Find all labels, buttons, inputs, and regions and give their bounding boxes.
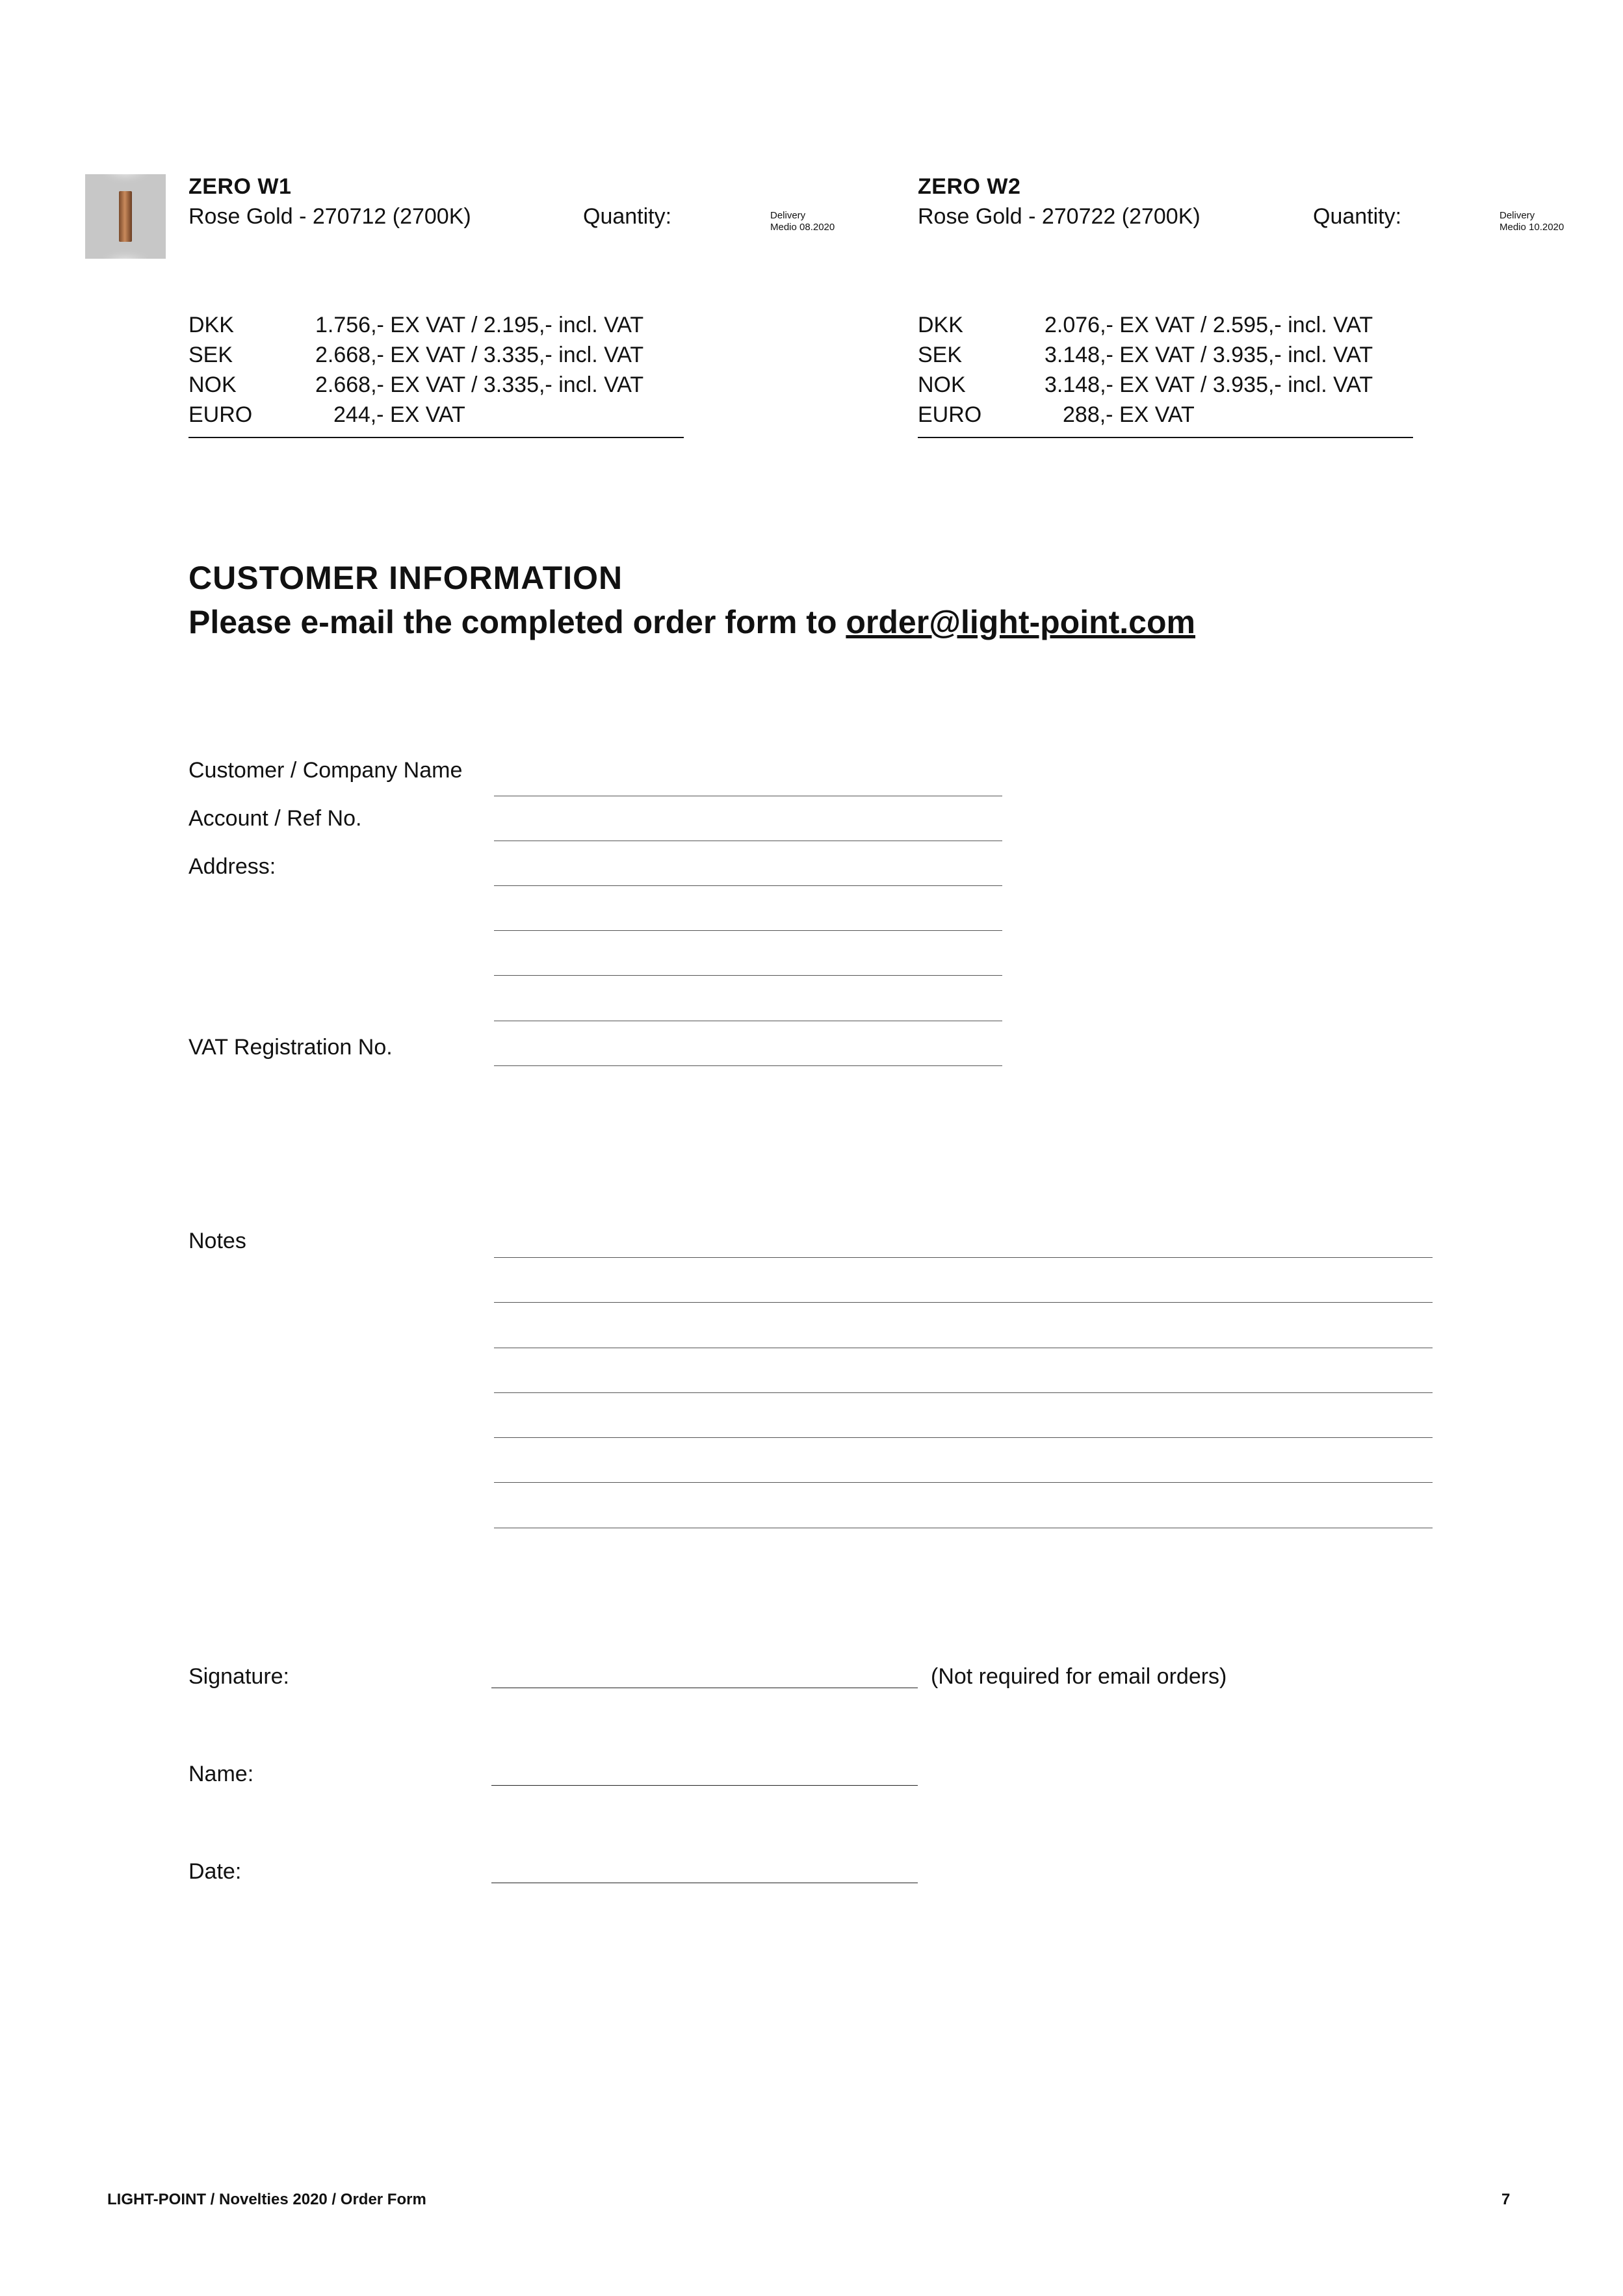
notes-line[interactable] — [494, 1302, 1433, 1303]
page-number: 7 — [1501, 2191, 1511, 2208]
price-row — [918, 340, 1412, 370]
quantity-label: Quantity: — [1313, 204, 1402, 229]
quantity-label: Quantity: — [583, 204, 672, 229]
price-row — [188, 370, 682, 400]
price-divider — [918, 437, 1413, 438]
address-label: Address: — [188, 854, 276, 879]
delivery-info — [770, 210, 835, 233]
price-row — [188, 310, 682, 340]
instruction-text: Please e-mail the completed order form to — [188, 604, 846, 640]
delivery-date: Medio 10.2020 — [1500, 222, 1565, 233]
notes-line[interactable] — [494, 1257, 1433, 1258]
vat-reg-label: VAT Registration No. — [188, 1035, 393, 1060]
date-label: Date: — [188, 1859, 242, 1884]
price-value: 3.148,- EX VAT / 3.935,- incl. VAT — [1045, 372, 1373, 397]
price-value: 288,- EX VAT — [1063, 402, 1195, 427]
name-label: Name: — [188, 1762, 254, 1786]
email-link[interactable]: order@light-point.com — [846, 604, 1195, 640]
currency: NOK — [918, 372, 966, 397]
address-field[interactable] — [494, 975, 1002, 976]
price-table — [918, 310, 1412, 430]
vat-reg-field[interactable] — [494, 1065, 1002, 1066]
name-field[interactable] — [491, 1785, 918, 1786]
delivery-date: Medio 08.2020 — [770, 222, 835, 233]
currency: DKK — [188, 313, 234, 337]
footer-text: LIGHT-POINT / Novelties 2020 / Order Form — [107, 2191, 426, 2208]
price-value: 2.668,- EX VAT / 3.335,- incl. VAT — [315, 343, 644, 367]
product-variant: Rose Gold - 270722 (2700K) — [918, 204, 1201, 229]
price-value: 2.076,- EX VAT / 2.595,- incl. VAT — [1045, 313, 1373, 337]
currency: NOK — [188, 372, 237, 397]
price-value: 244,- EX VAT — [333, 402, 465, 427]
notes-label: Notes — [188, 1229, 246, 1253]
product-title: ZERO W2 — [918, 174, 1021, 199]
product-title: ZERO W1 — [188, 174, 292, 199]
price-row — [918, 310, 1412, 340]
wall-lamp-icon — [85, 174, 166, 259]
currency: EURO — [188, 402, 253, 427]
currency: SEK — [918, 343, 963, 367]
signature-note: (Not required for email orders) — [931, 1664, 1227, 1689]
product-image — [85, 174, 166, 259]
address-field[interactable] — [494, 930, 1002, 931]
price-row — [918, 400, 1412, 430]
company-name-label: Customer / Company Name — [188, 758, 463, 783]
price-row — [188, 400, 682, 430]
product-variant: Rose Gold - 270712 (2700K) — [188, 204, 471, 229]
delivery-info — [1500, 210, 1564, 233]
price-row — [918, 370, 1412, 400]
order-instruction — [188, 603, 1195, 641]
price-value: 3.148,- EX VAT / 3.935,- incl. VAT — [1045, 343, 1373, 367]
price-table — [188, 310, 682, 430]
currency: SEK — [188, 343, 233, 367]
notes-line[interactable] — [494, 1482, 1433, 1483]
delivery-label: Delivery — [1500, 210, 1535, 221]
signature-label: Signature: — [188, 1664, 289, 1689]
notes-line[interactable] — [494, 1392, 1433, 1393]
price-value: 1.756,- EX VAT / 2.195,- incl. VAT — [315, 313, 644, 337]
delivery-label: Delivery — [770, 210, 806, 221]
notes-line[interactable] — [494, 1437, 1433, 1438]
price-value: 2.668,- EX VAT / 3.335,- incl. VAT — [315, 372, 644, 397]
price-divider — [188, 437, 684, 438]
currency: DKK — [918, 313, 963, 337]
section-heading: CUSTOMER INFORMATION — [188, 560, 623, 596]
currency: EURO — [918, 402, 982, 427]
price-row — [188, 340, 682, 370]
account-ref-label: Account / Ref No. — [188, 806, 362, 831]
address-field[interactable] — [494, 885, 1002, 886]
